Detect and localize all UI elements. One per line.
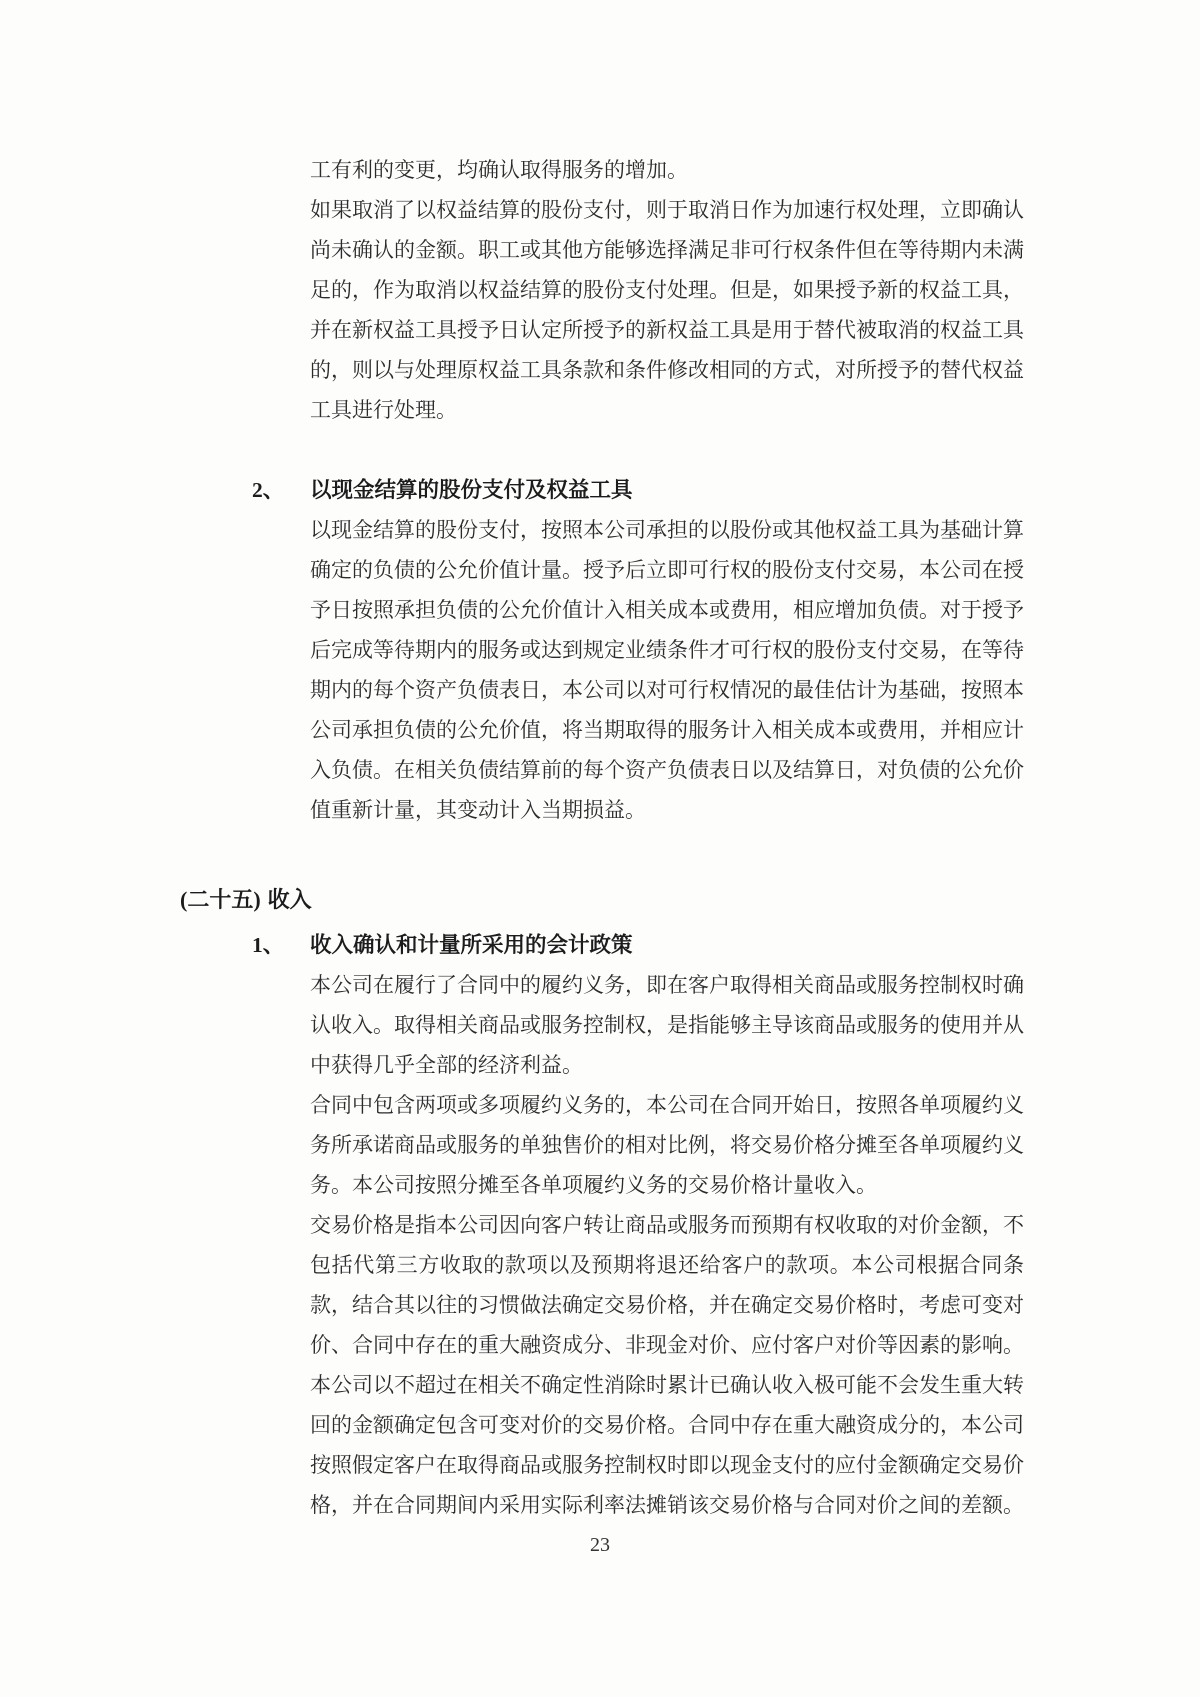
paragraph-cash-settled-share-payment: 以现金结算的股份支付，按照本公司承担的以股份或其他权益工具为基础计算确定的负债的公允价值计量。授予后立即可行权的股份支付交易，本公司在授予日按照承担负债的公允价值计入相关成本或费用，相应增加负债。对于授予后完成等待期内的服务或达到规定业绩条件才可行权的股份支付交易，在等待期内的每个资产负债表日，本公司以对可行权情况的最佳估计为基础，按照本公司承担负债的公允价值，将当期取得的服务计入相关成本或费用，并相应计入负债。在相关负债结算前的每个资产负债表日以及结算日，对负债的公允价值重新计量，其变动计入当期损益。 (310, 518, 1024, 822)
item-2-title: 以现金结算的股份支付及权益工具 (310, 478, 633, 502)
section-25-marker: (二十五) (180, 887, 261, 912)
paragraph-cancelled-equity-settled: 如果取消了以权益结算的股份支付，则于取消日作为加速行权处理，立即确认尚未确认的金额。职工或其他方能够选择满足非可行权条件但在等待期内未满足的，作为取消以权益结算的股份支付处理。但是，如果授予新的权益工具，并在新权益工具授予日认定所授予的新权益工具是用于替代被取消的权益工具的，则以与处理原权益工具条款和条件修改相同的方式，对所授予的替代权益工具进行处理。 (310, 198, 1024, 422)
item-2-number: 2、 (252, 478, 285, 502)
item-1-title: 收入确认和计量所采用的会计政策 (310, 933, 633, 957)
paragraph-transaction-price: 交易价格是指本公司因向客户转让商品或服务而预期有权收取的对价金额，不包括代第三方收取的款项以及预期将退还给客户的款项。本公司根据合同条款，结合其以往的习惯做法确定交易价格，并在确定交易价格时，考虑可变对价、合同中存在的重大融资成分、非现金对价、应付客户对价等因素的影响。本公司以不超过在相关不确定性消除时累计已确认收入极可能不会发生重大转回的金额确定包含可变对价的交易价格。合同中存在重大融资成分的，本公司按照假定客户在取得商品或服务控制权时即以现金支付的应付金额确定交易价格，并在合同期间内采用实际利率法摊销该交易价格与合同对价之间的差额。 (310, 1213, 1024, 1517)
item-2-body-block (310, 510, 1024, 830)
item-1-number: 1、 (252, 933, 285, 957)
document-content (180, 150, 1025, 1525)
section-25-title: 收入 (267, 887, 312, 912)
item-2-heading (180, 470, 1025, 510)
section-25-heading (180, 880, 1025, 920)
share-payment-continuation-block (310, 150, 1024, 430)
item-1-body-block (310, 965, 1024, 1525)
item-1-heading (180, 925, 1025, 965)
paragraph-revenue-recognition: 本公司在履行了合同中的履约义务，即在客户取得相关商品或服务控制权时确认收入。取得相关商品或服务控制权，是指能够主导该商品或服务的使用并从中获得几乎全部的经济利益。 (310, 973, 1024, 1077)
paragraph-multiple-obligations: 合同中包含两项或多项履约义务的，本公司在合同开始日，按照各单项履约义务所承诺商品或服务的单独售价的相对比例，将交易价格分摊至各单项履约义务。本公司按照分摊至各单项履约义务的交易价格计量收入。 (310, 1093, 1024, 1197)
paragraph-service-increase: 工有利的变更，均确认取得服务的增加。 (310, 158, 688, 182)
page-number: 23 (590, 1534, 610, 1556)
